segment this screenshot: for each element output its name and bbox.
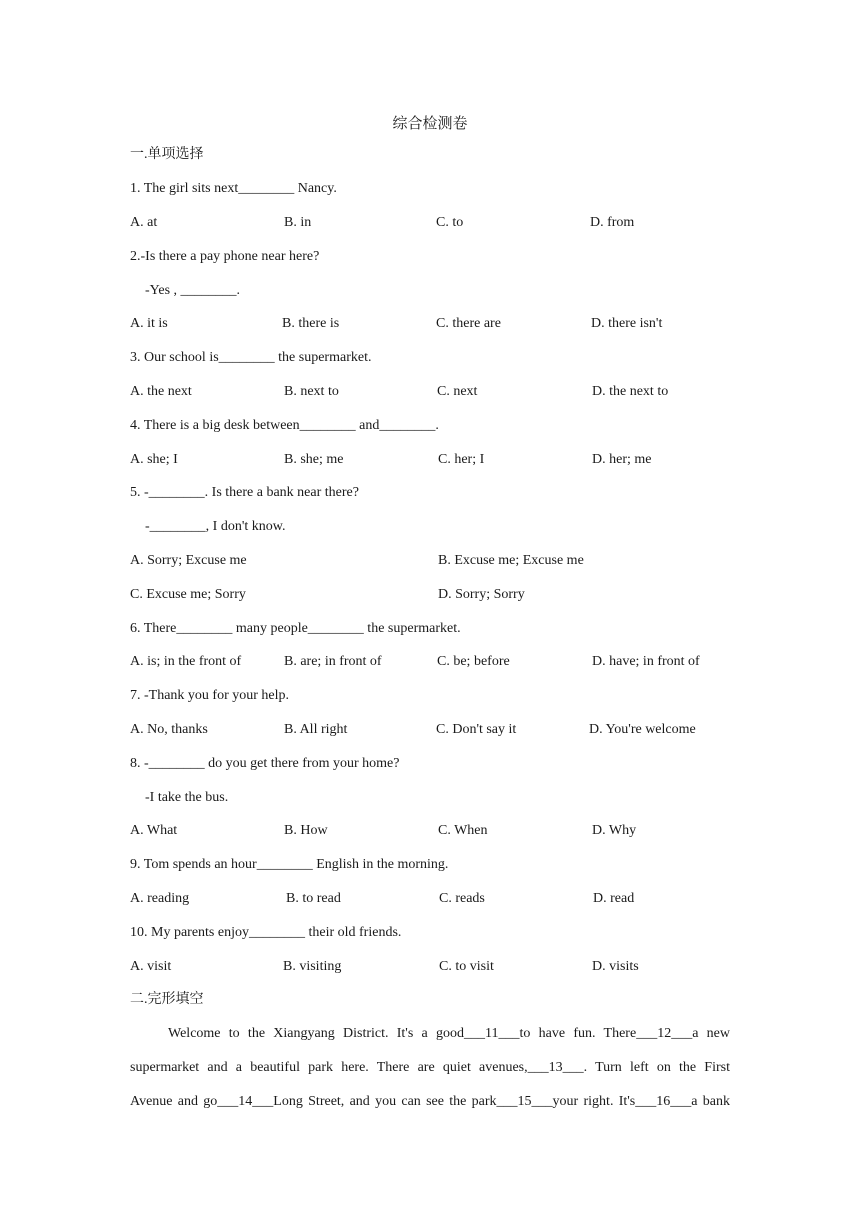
blank-15: ___15___ [496,1094,553,1109]
question-5-stem: 5. -________. Is there a bank near there? [130,485,359,500]
cloze-line-3 [130,1092,730,1112]
blank-11: ___11___ [464,1026,520,1041]
cloze-text: Long Street, and you can see the park [273,1094,497,1109]
cloze-text: a bank [691,1094,730,1109]
question-4-option-a: A. she; I [130,452,178,467]
question-10-option-d: D. visits [592,959,639,974]
question-5-option-d: D. Sorry; Sorry [438,587,525,602]
question-1-option-d: D. from [590,215,635,230]
question-8-option-c: C. When [438,823,488,838]
question-2-option-a: A. it is [130,316,168,331]
cloze-text: a new [692,1026,730,1041]
question-8-option-b: B. How [284,823,328,838]
question-3-option-a: A. the next [130,384,192,399]
section-heading-1: 一.单项选择 [130,147,204,162]
question-9-option-b: B. to read [286,891,341,906]
question-1-option-c: C. to [436,215,464,230]
question-5-option-b: B. Excuse me; Excuse me [438,553,584,568]
question-2-option-c: C. there are [436,316,501,331]
question-6-stem: 6. There________ many people________ the supermarket. [130,621,461,636]
question-10-option-a: A. visit [130,959,172,974]
question-8-reply: -I take the bus. [145,790,229,805]
question-2-option-b: B. there is [282,316,340,331]
question-1-option-a: A. at [130,215,158,230]
question-5-reply: -________, I don't know. [145,519,286,534]
question-7-option-d: D. You're welcome [589,722,696,737]
question-5-option-c: C. Excuse me; Sorry [130,587,246,602]
question-1-stem: 1. The girl sits next________ Nancy. [130,181,337,196]
question-3-option-b: B. next to [284,384,339,399]
cloze-text: . Turn left on the First [583,1060,730,1075]
cloze-text: to have fun. There [519,1026,637,1041]
blank-12: ___12___ [636,1026,693,1041]
question-3-option-c: C. next [437,384,478,399]
question-9-option-a: A. reading [130,891,190,906]
question-6-option-b: B. are; in front of [284,654,382,669]
question-3-option-d: D. the next to [592,384,669,399]
question-8-option-a: A. What [130,823,178,838]
section-heading-2: 二.完形填空 [130,992,204,1007]
question-4-stem: 4. There is a big desk between________ and________. [130,418,439,433]
question-4-option-b: B. she; me [284,452,344,467]
blank-14: ___14___ [217,1094,274,1109]
page-title: 综合检测卷 [392,116,468,132]
blank-13: ___13___ [527,1060,584,1075]
question-3-stem: 3. Our school is________ the supermarket. [130,350,372,365]
question-8-option-d: D. Why [592,823,637,838]
question-7-option-a: A. No, thanks [130,722,208,737]
cloze-line-1 [168,1024,730,1044]
question-6-option-c: C. be; before [437,654,510,669]
question-10-option-c: C. to visit [439,959,494,974]
question-4-option-d: D. her; me [592,452,652,467]
question-6-option-a: A. is; in the front of [130,654,242,669]
question-6-option-d: D. have; in front of [592,654,700,669]
question-8-stem: 8. -________ do you get there from your home? [130,756,400,771]
question-2-option-d: D. there isn't [591,316,663,331]
blank-16: ___16___ [635,1094,692,1109]
cloze-text: supermarket and a beautiful park here. There are quiet avenues, [130,1060,528,1075]
question-9-option-c: C. reads [439,891,485,906]
question-7-option-b: B. All right [284,722,348,737]
question-7-option-c: C. Don't say it [436,722,517,737]
question-1-option-b: B. in [284,215,312,230]
cloze-text: Avenue and go [130,1094,218,1109]
question-2-stem: 2.-Is there a pay phone near here? [130,249,320,264]
question-9-stem: 9. Tom spends an hour________ English in the morning. [130,857,449,872]
question-10-stem: 10. My parents enjoy________ their old friends. [130,925,402,940]
question-2-reply: -Yes , ________. [145,283,241,298]
cloze-text: Welcome to the Xiangyang District. It's a good [168,1026,465,1041]
question-7-stem: 7. -Thank you for your help. [130,688,290,703]
cloze-line-2 [130,1058,730,1078]
question-5-option-a: A. Sorry; Excuse me [130,553,247,568]
cloze-text: your right. It's [552,1094,636,1109]
question-9-option-d: D. read [593,891,635,906]
question-10-option-b: B. visiting [283,959,342,974]
question-4-option-c: C. her; I [438,452,485,467]
